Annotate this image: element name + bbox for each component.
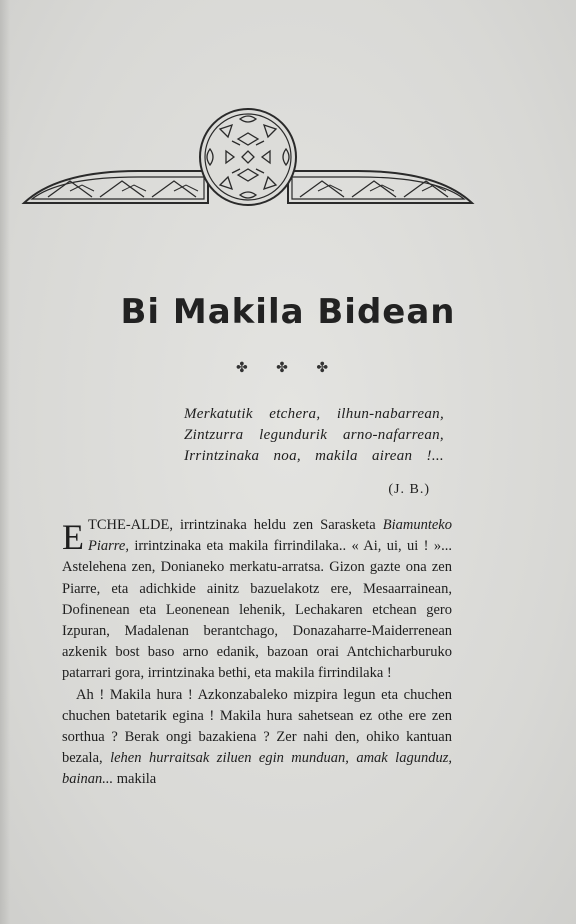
paragraph-text: irrintzinaka eta makila firrindilaka.. « Ai, ui, ui ! »... Astelehena zen, Donianeko merkatu-arratsa. Gizon gazte ona zen Piarre, eta adichkide ainitz bazuelakotz ere, Mesaarrainean, Dofinenean eta Leonenean lehenik, Lechakaren etchean gero Izpuran, Madalenan berantchago, Donazaharre-Maiderrenean azkenik bost baso arno edanik, bazoan orai Antchicharburuko patarrari gora, irrintzinaka bethi, eta makila firrindilaka ! [62, 538, 452, 682]
paragraph-text: Ah ! Makila hura ! Azkonzabaleko mizpira legun eta chuchen chuchen batetarik egina ! Makila hura sahetsean ez othe ere zen sorthua ? Berak ongi bazakiena ? Zer nahi den, ohiko kantuan bezala, [62, 686, 452, 767]
italic-quote: lehen hurraitsak ziluen egin munduan, amak lagunduz, bainan... [62, 750, 452, 788]
chapter-title: Bi Makila Bidean [120, 292, 456, 332]
paragraph-text: makila [113, 771, 157, 788]
paragraph [62, 515, 452, 685]
title-separator: ✤ ✤ ✤ [235, 360, 341, 376]
page-shadow [0, 0, 10, 924]
paragraph-text: irrintzinaka heldu zen Sarasketa [172, 517, 383, 533]
decorative-headpiece [18, 105, 478, 215]
paragraph [62, 685, 452, 791]
italic-name: Biamunteko Piarre, [88, 517, 452, 555]
epigraph-author: (J. B.) [388, 482, 430, 497]
body-text [62, 515, 452, 791]
drop-cap: E [62, 517, 84, 557]
epigraph-line: Irrintzinaka noa, makila airean !... [184, 448, 444, 464]
epigraph [184, 404, 444, 467]
epigraph-line: Merkatutik etchera, ilhun-nabarrean, [184, 406, 444, 422]
epigraph-line: Zintzurra legundurik arno-nafarrean, [184, 427, 444, 443]
opening-word: TCHE-ALDE, [88, 517, 173, 533]
